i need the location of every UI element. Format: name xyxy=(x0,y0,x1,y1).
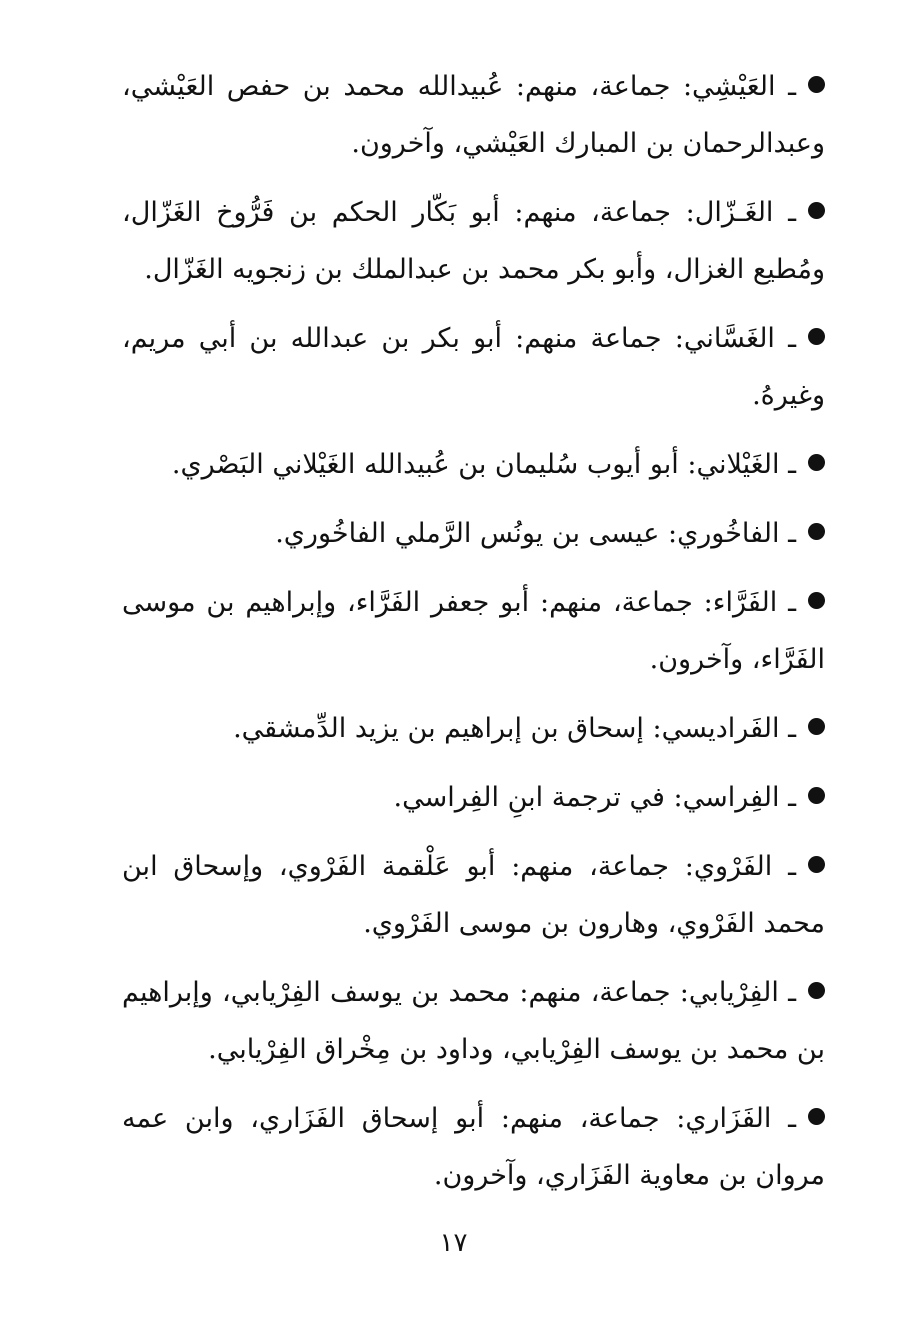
bullet-icon xyxy=(808,523,825,540)
entry-farwi xyxy=(122,838,825,952)
bullet-icon xyxy=(808,454,825,471)
bullet-icon xyxy=(808,76,825,93)
bullet-icon xyxy=(808,592,825,609)
entry-farra xyxy=(122,574,825,688)
entry-firyabi xyxy=(122,964,825,1078)
bullet-icon xyxy=(808,328,825,345)
entry-text: ـ الفَزَاري: جماعة، منهم: أبو إسحاق الفَزَاري، وابن عمه مروان بن معاوية الفَزَاري، وآخرون. xyxy=(122,1103,825,1191)
entry-ghassani xyxy=(122,310,825,424)
entry-text: ـ العَيْشِي: جماعة، منهم: عُبيدالله محمد بن حفص العَيْشي، وعبدالرحمان بن المبارك العَيْشي، وآخرون. xyxy=(122,71,825,159)
entry-ghaylani xyxy=(122,436,825,493)
entry-ghazzal xyxy=(122,184,825,298)
entry-fakhuri xyxy=(122,505,825,562)
entry-aishi xyxy=(122,58,825,172)
bullet-icon xyxy=(808,1108,825,1125)
page-number: ١٧ xyxy=(439,1228,468,1258)
bullet-icon xyxy=(808,718,825,735)
entry-text: ـ الغَـزّال: جماعة، منهم: أبو بَكّار الحكم بن فَرُّوخ الغَزّال، ومُطيع الغزال، وأبو بكر محمد بن عبدالملك بن زنجويه الغَزّال. xyxy=(122,197,825,285)
entry-text: ـ الفِرْيابي: جماعة، منهم: محمد بن يوسف الفِرْيابي، وإبراهيم بن محمد بن يوسف الفِرْيابي، وداود بن مِخْراق الفِرْيابي. xyxy=(122,977,825,1065)
entry-text: ـ الفاخُوري: عيسى بن يونُس الرَّملي الفاخُوري. xyxy=(275,518,796,549)
entry-text: ـ الفَرَّاء: جماعة، منهم: أبو جعفر الفَرَّاء، وإبراهيم بن موسى الفَرَّاء، وآخرون. xyxy=(122,587,825,675)
entry-firasi xyxy=(122,769,825,826)
entry-faradisi xyxy=(122,700,825,757)
bullet-icon xyxy=(808,856,825,873)
entry-text: ـ الغَسَّاني: جماعة منهم: أبو بكر بن عبدالله بن أبي مريم، وغيرهُ. xyxy=(122,323,825,411)
entry-fazari xyxy=(122,1090,825,1204)
entry-text: ـ الفَراديسي: إسحاق بن إبراهيم بن يزيد الدِّمشقي. xyxy=(233,713,796,744)
bullet-icon xyxy=(808,787,825,804)
entry-text: ـ الفَرْوي: جماعة، منهم: أبو عَلْقمة الفَرْوي، وإسحاق ابن محمد الفَرْوي، وهارون بن موسى الفَرْوي. xyxy=(122,851,825,939)
entry-text: ـ الغَيْلاني: أبو أيوب سُليمان بن عُبيدالله الغَيْلاني البَصْري. xyxy=(171,449,796,480)
entry-text: ـ الفِراسي: في ترجمة ابنِ الفِراسي. xyxy=(393,782,796,813)
page-body xyxy=(122,58,825,1216)
bullet-icon xyxy=(808,202,825,219)
bullet-icon xyxy=(808,982,825,999)
